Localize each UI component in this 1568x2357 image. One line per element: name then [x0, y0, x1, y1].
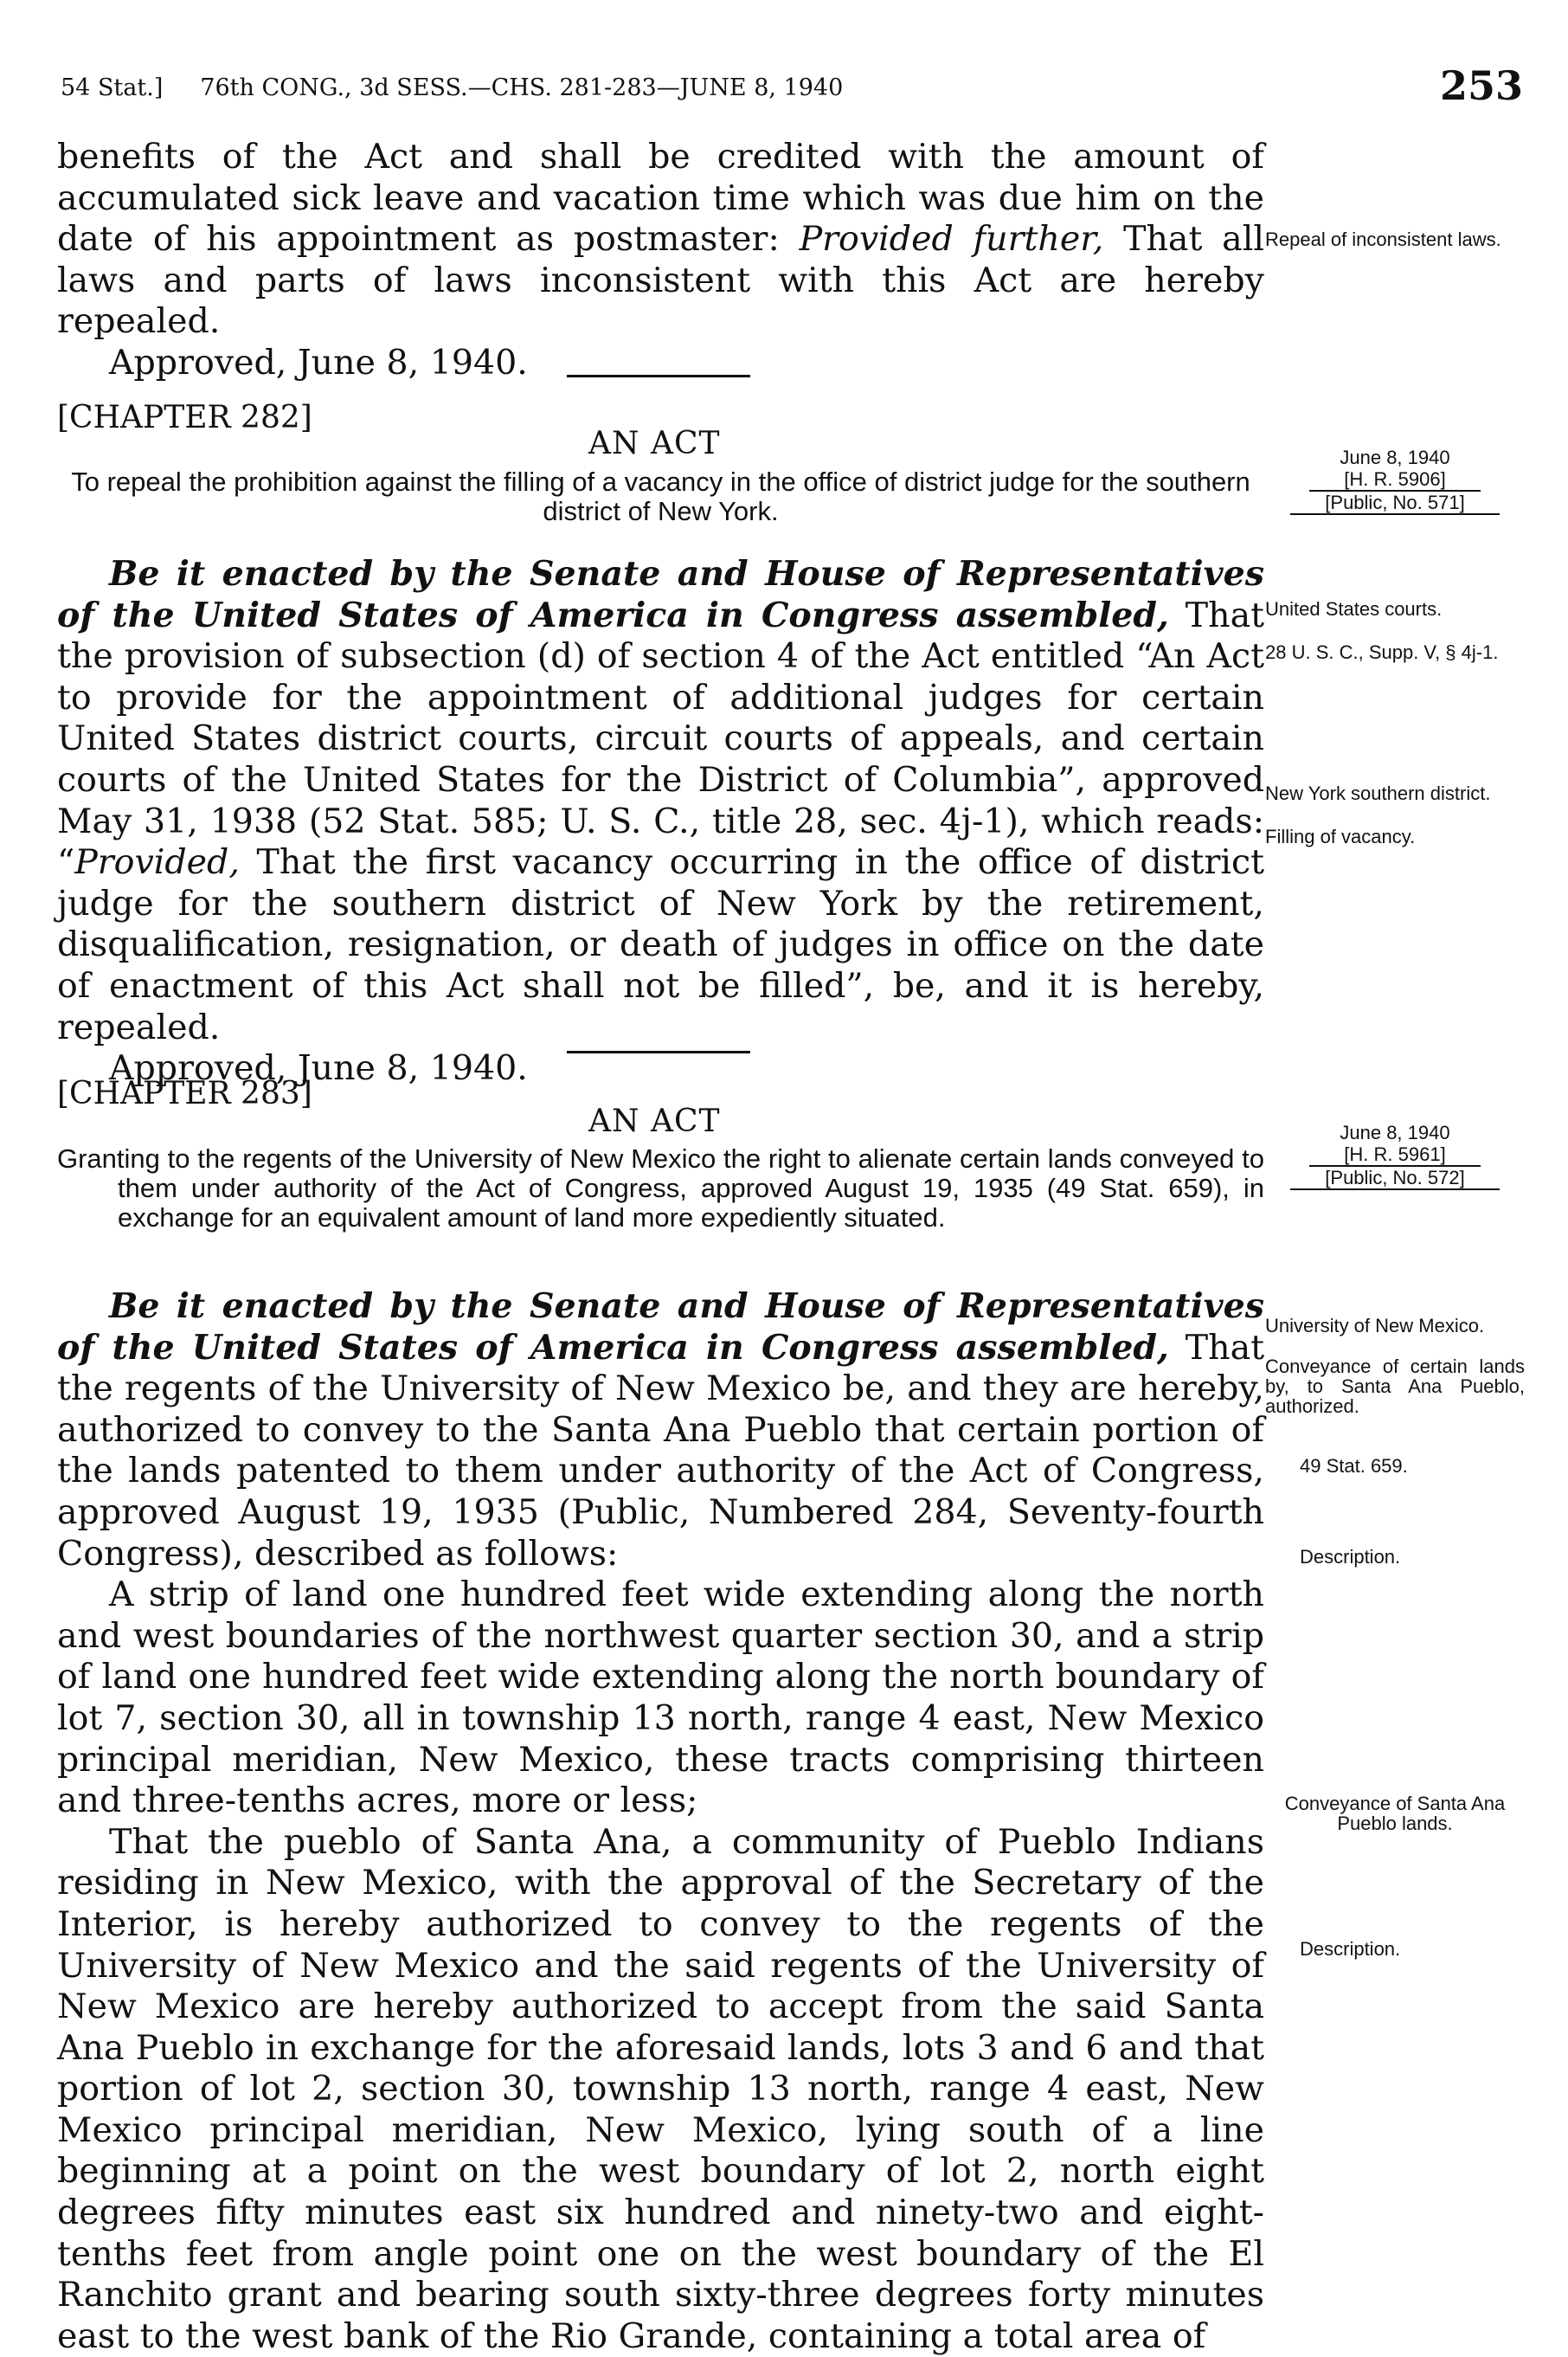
paragraph-text: benefits of the Act and shall be credited with the amount of accumulated sick leave and vacation time which was due him on the date of his appointment as postmaster:	[57, 137, 1264, 260]
margin-note-conveyance-santa-ana: Conveyance of Santa Ana Pueblo lands.	[1284, 1793, 1506, 1834]
margin-note-filling-vacancy: Filling of vacancy.	[1265, 826, 1416, 847]
chapter-283-paragraph-3: That the pueblo of Santa Ana, a community of Pueblo Indians residing in New Mexico, with the approval of the Secretary of the Interior, is hereby authorized to convey to the regents of the University of New Mexico and the said regents of the University of New Mexico are hereby authorized to accept from the said Santa Ana Pueblo in exchange for the aforesaid lands, lots 3 and 6 and that portion of lot 2, section 30, township 13 north, range 4 east, New Mexico principal meridian, New Mexico, lying south of a line beginning at a point on the west boundary of lot 2, north eight degrees fifty minutes east six hundred and ninety-two and eight-tenths feet from angle point one on the west boundary of the El Ranchito grant and bearing south sixty-three degrees forty minutes east to the west bank of the Rio Grande, containing a total area of	[57, 1821, 1264, 2356]
chapter-283-identifiers	[1265, 1122, 1525, 1190]
house-bill-number: [H. R. 5906]	[1309, 468, 1480, 492]
chapter-282-paragraph	[57, 554, 1264, 1048]
margin-note-repeal: Repeal of inconsistent laws.	[1265, 229, 1501, 250]
chapter-282-an-act: AN ACT	[588, 426, 721, 461]
paragraph-text: That the provision of subsection (d) of section 4 of the Act entitled “An Act to provide for the appointment of additional judges for certain United States district courts, circuit courts of appeals, and certain courts of the United States for the District of Columbia”, approved May 31, 1938 (52 Stat. 585; U. S. C., title 28, sec. 4j-1), which reads: “	[57, 595, 1265, 883]
margin-note-conveyance-authorized: Conveyance of certain lands by, to Santa Ana Pueblo, authorized.	[1265, 1356, 1525, 1417]
chapter-281-continuation	[57, 137, 1264, 384]
chapter-281-paragraph	[57, 137, 1264, 343]
act-date: June 8, 1940	[1340, 1122, 1450, 1143]
enacting-clause: Be it enacted by the Senate and House of Representatives of the United States of America in Congress assembled,	[57, 1286, 1264, 1368]
title-text: Granting to the regents of the University of New Mexico the right to alienate certain lands conveyed to them under authority of the Act of Congress, approved August 19, 1935 (49 Stat. 659), in exchange for an equivalent amount of land more expediently situated.	[57, 1143, 1264, 1233]
paragraph-text: That the first vacancy occurring in the office of district judge for the southern district of New York by the retirement, disqualification, resignation, or death of judges in office on the date of enactment of this Act shall not be filled”, be, and it is hereby, repealed.	[57, 842, 1264, 1047]
enacting-clause: Be it enacted by the Senate and House of Representatives of the United States of America in Congress assembled,	[57, 554, 1264, 635]
chapter-282-body	[57, 554, 1264, 1090]
page-number: 253	[1439, 62, 1523, 109]
margin-note-stat-citation: 49 Stat. 659.	[1300, 1455, 1408, 1477]
provided-further: Provided further,	[799, 219, 1104, 260]
margin-note-description: Description.	[1300, 1546, 1401, 1568]
public-law-number: [Public, No. 572]	[1290, 1167, 1499, 1190]
approved-line: Approved, June 8, 1940.	[109, 342, 528, 383]
margin-note-new-york-district: New York southern district.	[1265, 782, 1491, 804]
chapter-282-label: [CHAPTER 282]	[57, 400, 312, 435]
house-bill-number: [H. R. 5961]	[1309, 1143, 1480, 1167]
chapter-283-label: [CHAPTER 283]	[57, 1076, 312, 1111]
public-law-number: [Public, No. 571]	[1290, 492, 1499, 515]
margin-note-united-states-courts: United States courts.	[1265, 598, 1443, 620]
divider-rule	[567, 1051, 750, 1053]
margin-note-university: University of New Mexico.	[1265, 1315, 1485, 1336]
chapter-282-title: To repeal the prohibition against the filling of a vacancy in the office of district judge for the southern district of New York.	[71, 467, 1250, 526]
margin-note-description: Description.	[1300, 1938, 1401, 1960]
provided-clause: Provided,	[74, 842, 240, 883]
approved-line: Approved, June 8, 1940.	[109, 1048, 528, 1089]
paragraph-text: That the regents of the University of New Mexico be, and they are hereby, authorized to convey to the Santa Ana Pueblo that certain portion of the lands patented to them under authority of the Act of Congress, approved August 19, 1935 (Public, Numbered 284, Seventy-fourth Congress), described as follows:	[57, 1327, 1265, 1574]
act-date: June 8, 1940	[1340, 447, 1450, 468]
chapter-283-body	[57, 1286, 1264, 2357]
margin-note-usc-citation: 28 U. S. C., Supp. V, § 4j-1.	[1265, 641, 1499, 663]
chapter-282-identifiers	[1265, 447, 1525, 515]
paragraph-text: That all laws and parts of laws inconsistent with this Act are hereby repealed.	[57, 219, 1264, 342]
chapter-283-paragraph-2: A strip of land one hundred feet wide extending along the north and west boundaries of the northwest quarter section 30, and a strip of land one hundred feet wide extending along the north boundary of lot 7, section 30, all in township 13 north, range 4 east, New Mexico principal meridian, New Mexico, these tracts comprising thirteen and three-tenths acres, more or less;	[57, 1575, 1264, 1821]
divider-rule	[567, 375, 750, 377]
chapter-283-paragraph-1	[57, 1286, 1264, 1575]
running-header	[61, 62, 1523, 114]
chapter-283-title	[57, 1144, 1264, 1233]
header-citation: 54 Stat.] 76th CONG., 3d SESS.—CHS. 281-283—JUNE 8, 1940	[61, 74, 844, 101]
chapter-283-an-act: AN ACT	[588, 1104, 721, 1139]
